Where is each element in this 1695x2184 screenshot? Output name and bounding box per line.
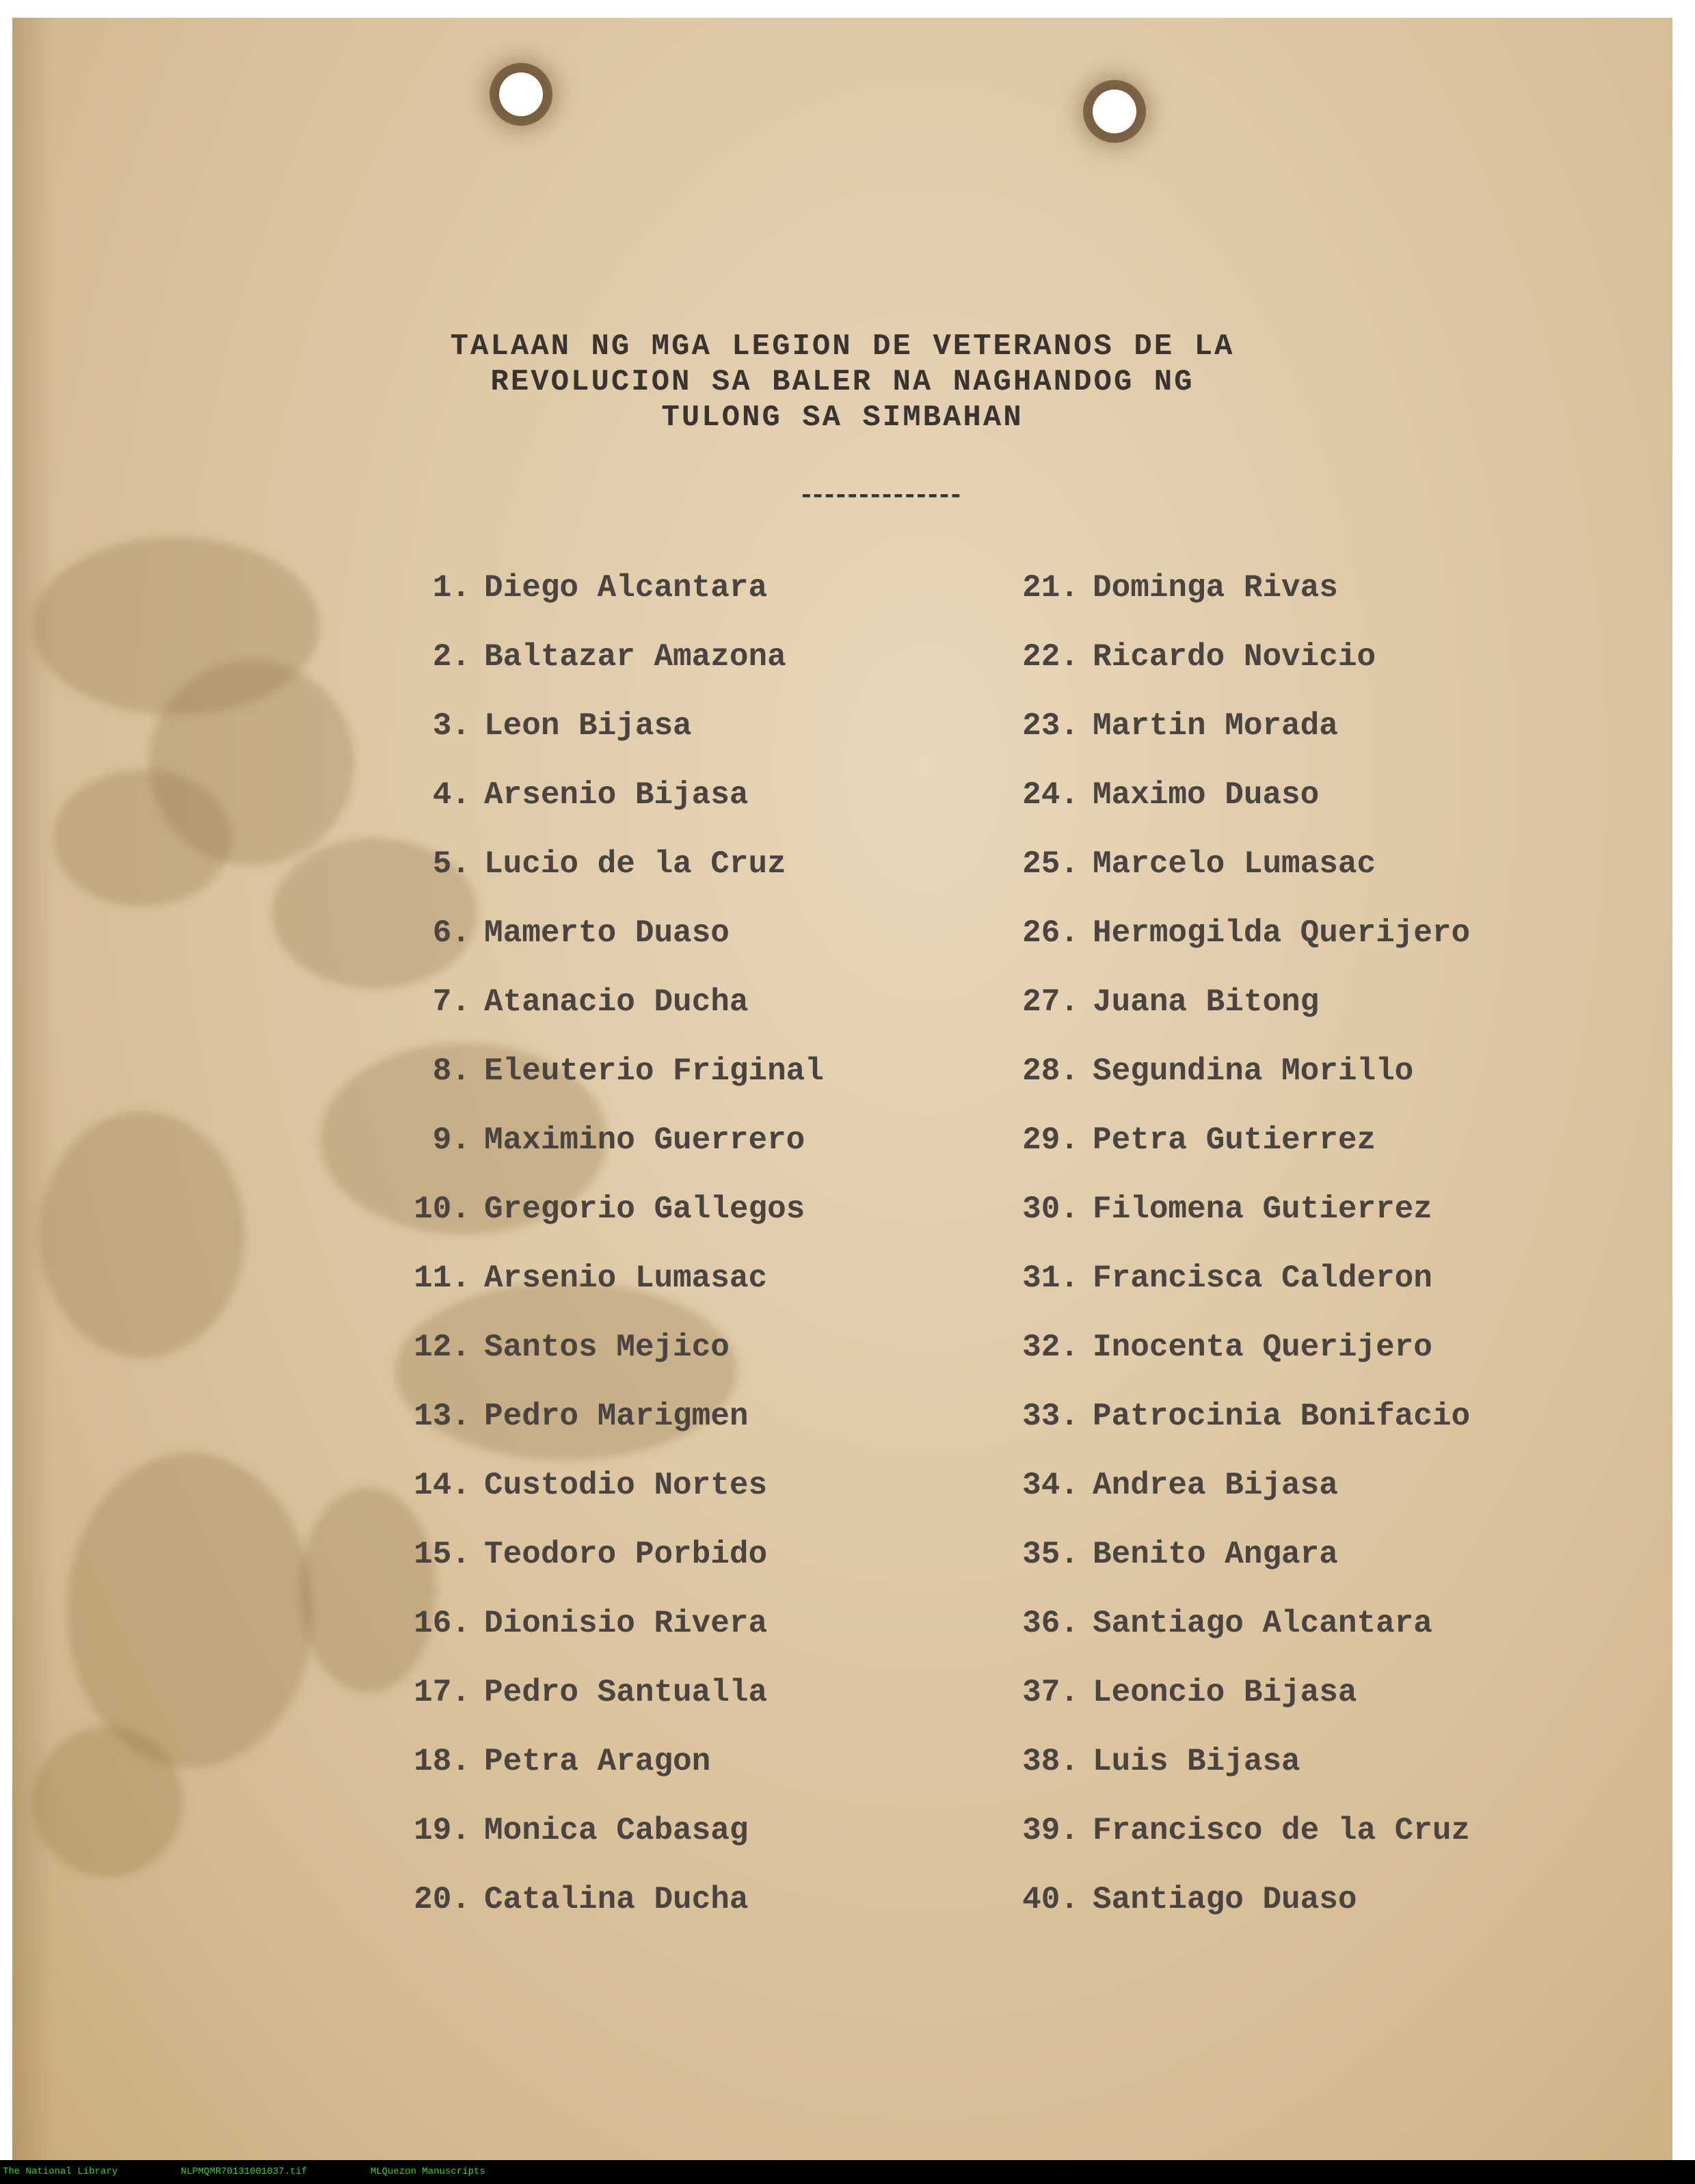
item-number: 5. — [432, 846, 470, 882]
punch-hole-right — [1093, 90, 1136, 133]
scan-footer-bar — [0, 2160, 1695, 2184]
item-name: Mamerto Duaso — [484, 915, 730, 951]
list-item — [990, 777, 1537, 846]
item-number: 7. — [432, 984, 470, 1020]
item-name: Lucio de la Cruz — [484, 846, 786, 882]
item-number: 12. — [414, 1330, 470, 1365]
item-number: 24. — [1022, 777, 1079, 813]
list-item — [382, 846, 915, 915]
item-number: 38. — [1022, 1744, 1079, 1779]
item-number: 16. — [414, 1606, 470, 1641]
item-number: 11. — [414, 1260, 470, 1296]
item-number: 29. — [1022, 1122, 1079, 1158]
item-number: 22. — [1022, 639, 1079, 675]
item-name: Filomena Gutierrez — [1093, 1191, 1432, 1227]
item-name: Luis Bijasa — [1093, 1744, 1300, 1779]
list-item — [382, 1813, 915, 1882]
item-number: 6. — [432, 915, 470, 951]
list-item — [382, 1675, 915, 1744]
item-number: 21. — [1022, 570, 1079, 606]
item-name: Santos Mejico — [484, 1330, 730, 1365]
list-item — [990, 1675, 1537, 1744]
list-item — [382, 570, 915, 639]
item-number: 36. — [1022, 1606, 1079, 1641]
list-item — [382, 639, 915, 708]
item-name: Benito Angara — [1093, 1537, 1338, 1572]
item-number: 19. — [414, 1813, 470, 1848]
document-page — [12, 18, 1672, 2160]
item-name: Francisco de la Cruz — [1093, 1813, 1471, 1848]
item-name: Petra Gutierrez — [1093, 1122, 1376, 1158]
water-stain — [67, 1453, 313, 1768]
item-name: Gregorio Gallegos — [484, 1191, 805, 1227]
item-name: Arsenio Lumasac — [484, 1260, 768, 1296]
names-list-left — [382, 570, 915, 1951]
list-item — [990, 1882, 1537, 1951]
water-stain — [53, 770, 231, 906]
water-stain — [33, 1727, 183, 1877]
list-item — [990, 639, 1537, 708]
list-item — [990, 1330, 1537, 1399]
item-name: Custodio Nortes — [484, 1468, 768, 1503]
item-name: Inocenta Querijero — [1093, 1330, 1432, 1365]
list-item — [990, 1606, 1537, 1675]
footer-library: The National Library — [3, 2166, 118, 2177]
item-name: Juana Bitong — [1093, 984, 1320, 1020]
item-name: Dionisio Rivera — [484, 1606, 768, 1641]
item-name: Petra Aragon — [484, 1744, 711, 1779]
item-number: 18. — [414, 1744, 470, 1779]
list-item — [382, 708, 915, 777]
list-item — [382, 1882, 915, 1951]
item-number: 40. — [1022, 1882, 1079, 1917]
item-name: Santiago Alcantara — [1093, 1606, 1432, 1641]
list-item — [990, 1399, 1537, 1468]
list-item — [990, 1191, 1537, 1260]
footer-collection: MLQuezon Manuscripts — [370, 2166, 485, 2177]
water-stain — [40, 1111, 245, 1358]
list-item — [382, 1191, 915, 1260]
item-name: Baltazar Amazona — [484, 639, 786, 675]
item-number: 28. — [1022, 1053, 1079, 1089]
item-number: 34. — [1022, 1468, 1079, 1503]
item-number: 39. — [1022, 1813, 1079, 1848]
list-item — [382, 1053, 915, 1122]
item-number: 17. — [414, 1675, 470, 1710]
item-name: Hermogilda Querijero — [1093, 915, 1471, 951]
list-item — [382, 1260, 915, 1330]
list-item — [382, 1744, 915, 1813]
list-item — [382, 915, 915, 984]
item-name: Ricardo Novicio — [1093, 639, 1376, 675]
item-number: 32. — [1022, 1330, 1079, 1365]
item-number: 10. — [414, 1191, 470, 1227]
item-number: 4. — [432, 777, 470, 813]
document-title — [12, 329, 1672, 435]
item-number: 25. — [1022, 846, 1079, 882]
title-line-2: REVOLUCION SA BALER NA NAGHANDOG NG — [490, 365, 1194, 399]
list-item — [382, 984, 915, 1053]
item-name: Maximo Duaso — [1093, 777, 1320, 813]
item-name: Leon Bijasa — [484, 708, 692, 744]
list-item — [382, 1399, 915, 1468]
list-item — [990, 846, 1537, 915]
item-name: Eleuterio Friginal — [484, 1053, 824, 1089]
list-item — [382, 1330, 915, 1399]
title-line-3: TULONG SA SIMBAHAN — [661, 401, 1024, 435]
title-separator: -------------- — [799, 481, 960, 511]
footer-file: NLPMQMR70131001037.tif — [181, 2166, 308, 2177]
item-number: 33. — [1022, 1399, 1079, 1434]
title-line-1: TALAAN NG MGA LEGION DE VETERANOS DE LA — [450, 329, 1235, 364]
punch-hole-left — [499, 72, 543, 116]
item-name: Diego Alcantara — [484, 570, 768, 606]
item-name: Andrea Bijasa — [1093, 1468, 1338, 1503]
list-item — [990, 708, 1537, 777]
item-number: 20. — [414, 1882, 470, 1917]
list-item — [990, 1744, 1537, 1813]
item-number: 15. — [414, 1537, 470, 1572]
item-name: Dominga Rivas — [1093, 570, 1338, 606]
list-item — [382, 1537, 915, 1606]
list-item — [990, 984, 1537, 1053]
list-item — [990, 1468, 1537, 1537]
item-name: Pedro Santualla — [484, 1675, 768, 1710]
item-number: 23. — [1022, 708, 1079, 744]
list-item — [382, 1122, 915, 1191]
item-name: Pedro Marigmen — [484, 1399, 749, 1434]
item-number: 2. — [432, 639, 470, 675]
item-number: 1. — [432, 570, 470, 606]
list-item — [382, 777, 915, 846]
list-item — [990, 1260, 1537, 1330]
item-name: Atanacio Ducha — [484, 984, 749, 1020]
item-name: Martin Morada — [1093, 708, 1338, 744]
item-name: Santiago Duaso — [1093, 1882, 1357, 1917]
list-item — [990, 1122, 1537, 1191]
item-name: Teodoro Porbido — [484, 1537, 768, 1572]
list-item — [990, 570, 1537, 639]
item-name: Patrocinia Bonifacio — [1093, 1399, 1471, 1434]
item-number: 37. — [1022, 1675, 1079, 1710]
item-number: 14. — [414, 1468, 470, 1503]
list-item — [990, 1053, 1537, 1122]
list-item — [990, 915, 1537, 984]
item-name: Arsenio Bijasa — [484, 777, 749, 813]
list-item — [990, 1813, 1537, 1882]
item-number: 9. — [432, 1122, 470, 1158]
item-name: Francisca Calderon — [1093, 1260, 1432, 1296]
item-number: 13. — [414, 1399, 470, 1434]
list-item — [382, 1468, 915, 1537]
list-item — [382, 1606, 915, 1675]
item-name: Catalina Ducha — [484, 1882, 749, 1917]
item-number: 31. — [1022, 1260, 1079, 1296]
item-number: 27. — [1022, 984, 1079, 1020]
item-name: Marcelo Lumasac — [1093, 846, 1376, 882]
item-number: 35. — [1022, 1537, 1079, 1572]
item-name: Maximino Guerrero — [484, 1122, 805, 1158]
item-number: 26. — [1022, 915, 1079, 951]
item-number: 8. — [432, 1053, 470, 1089]
item-name: Segundina Morillo — [1093, 1053, 1414, 1089]
item-number: 30. — [1022, 1191, 1079, 1227]
item-name: Leoncio Bijasa — [1093, 1675, 1357, 1710]
item-number: 3. — [432, 708, 470, 744]
list-item — [990, 1537, 1537, 1606]
names-list-right — [990, 570, 1537, 1951]
item-name: Monica Cabasag — [484, 1813, 749, 1848]
